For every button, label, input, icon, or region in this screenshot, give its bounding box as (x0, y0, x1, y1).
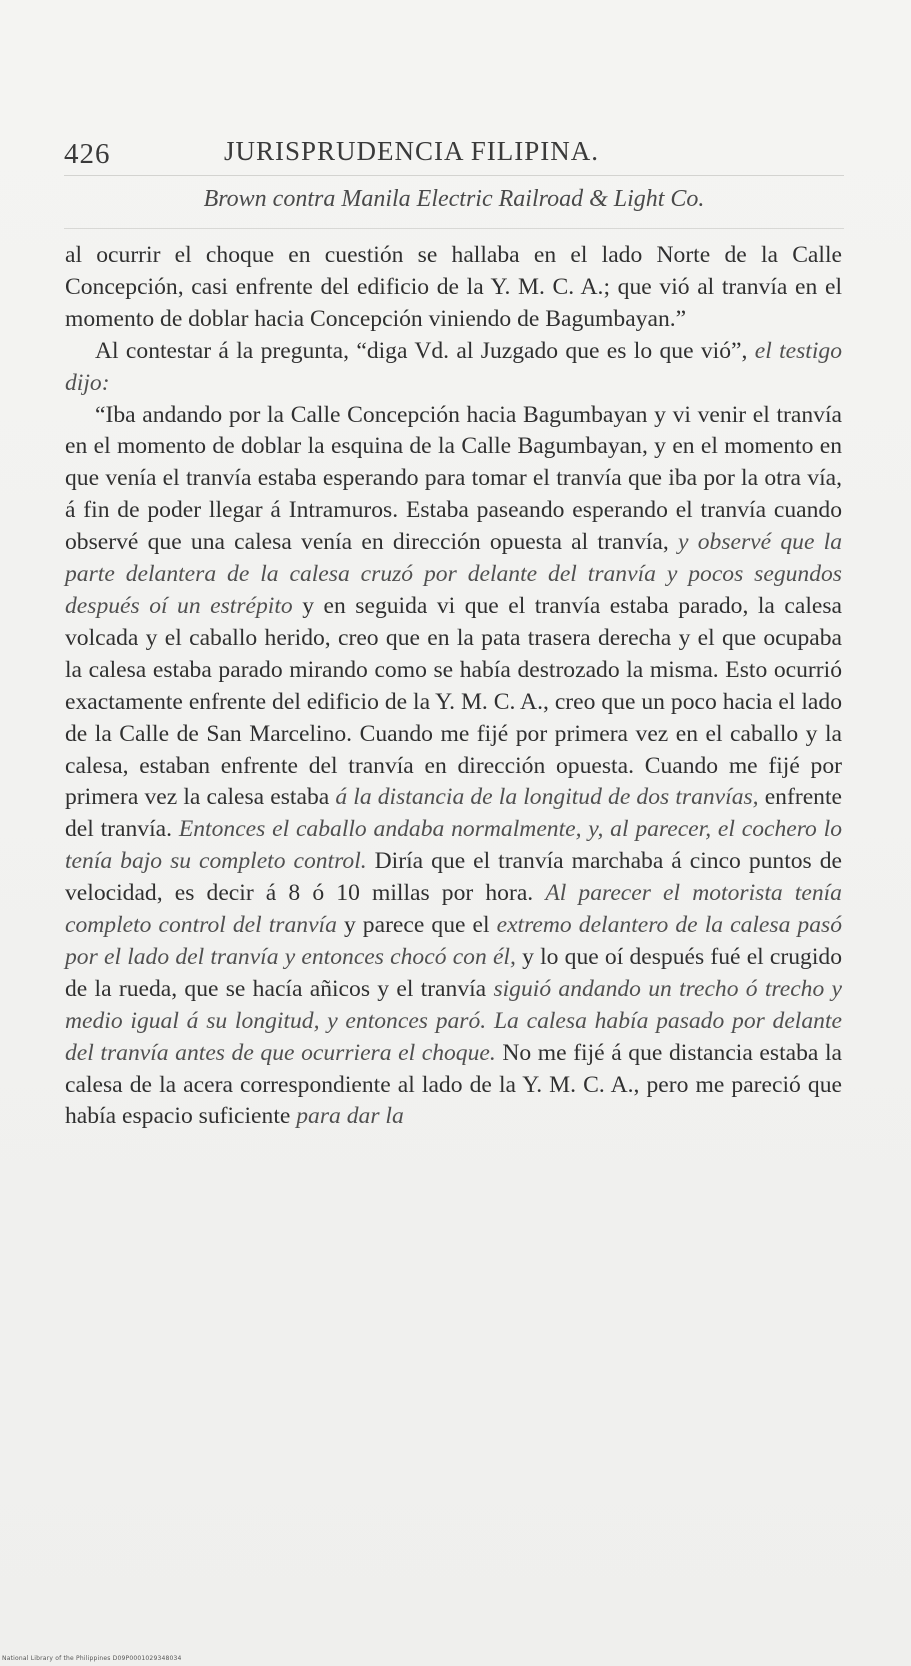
archive-footer-label: National Library of the Philippines D09P0001029348034 (2, 1655, 182, 1662)
testimony-italic-7: La calesa había pasado por delante del tranvía antes de que ocurriera el choque. (65, 1007, 842, 1066)
testimony-part-11: y lo que oí después fué el crugido de la rueda, que se hacía añicos y el tranvía (65, 943, 842, 1002)
testimony-italic-5: extremo delantero de la calesa pasó por el lado del tranvía y entonces chocó con él, (65, 912, 842, 970)
testimony-italic-3: Entonces el caballo andaba normalmente, y, al parecer, el cochero lo tenía bajo su completo control. (65, 816, 843, 875)
testimony-part-7: Diría que el tranvía marchaba á cinco puntos de velocidad, es decir á 8 ó 10 millas por hora. (65, 848, 842, 907)
testimony-italic-2: á la distancia de la longitud de dos tranvías, (335, 784, 759, 811)
running-title: JURISPRUDENCIA FILIPINA. (224, 136, 600, 166)
testimony-part-1: “Iba andando por la Calle Concepción hacia Bagumbayan y vi venir el tranvía en el momento de doblar la esquina de la Calle Bagumbayan, y en el momento en que venía el tranvía estaba esperando para tomar el tranvía que iba por la otra vía, á fin de poder llegar á Intramuros. Estaba paseando esperando el tranvía cuando observé que una calesa venía en dirección opuesta al tranvía, (65, 401, 842, 556)
testimony-part-5: enfrente del tranvía. (65, 784, 842, 843)
paragraph-1: al ocurrir el choque en cuestión se hallaba en el lado Norte de la Calle Concepción, casi enfrente del edificio de la Y. M. C. A.; que vió al tranvía en el momento de doblar hacia Concepción viniendo de Bagumbayan.” (65, 242, 842, 332)
testimony-italic-4: Al parecer el motorista tenía completo control del tranvía (65, 880, 842, 939)
case-title: Brown contra Manila Electric Railroad & Light Co. (203, 186, 705, 212)
paragraph-2-italic: el testigo dijo: (65, 337, 843, 396)
testimony-italic-8: para dar la (296, 1103, 404, 1130)
body-text (65, 240, 842, 1133)
subheader-rule (64, 228, 844, 229)
testimony-part-9: y parece que el (336, 912, 497, 939)
testimony-italic-1: y observé que la parte delantera de la calesa cruzó por delante del tranvía y pocos segundos después oí un estrépito (65, 529, 842, 619)
header-rule (64, 175, 844, 176)
page-number: 426 (64, 138, 111, 170)
paragraph-3 (65, 400, 842, 1134)
paragraph-2-text: Al contestar á la pregunta, “diga Vd. al Juzgado que es lo que vió”, (95, 337, 755, 364)
testimony-italic-6: siguió andando un trecho ó trecho y medio igual á su longitud, y entonces paró. (65, 975, 843, 1034)
testimony-part-3: y en seguida vi que el tranvía estaba parado, la calesa volcada y el caballo herido, creo que en la pata trasera derecha y el que ocupaba la calesa estaba parado mirando como se había destrozado la misma. Esto ocurrió exactamente enfrente del edificio de la Y. M. C. A., creo que un poco hacia el lado de la Calle de San Marcelino. Cuando me fijé por primera vez en el caballo y la calesa, estaban enfrente del tranvía en dirección opuesta. Cuando me fijé por primera vez la calesa estaba (65, 592, 842, 811)
paragraph-2 (65, 336, 842, 400)
testimony-part-15: No me fijé á que distancia estaba la calesa de la acera correspondiente al lado de la Y. M. C. A., pero me pareció que había espacio suficiente (65, 1039, 842, 1130)
testimony-part-13 (486, 1008, 494, 1034)
